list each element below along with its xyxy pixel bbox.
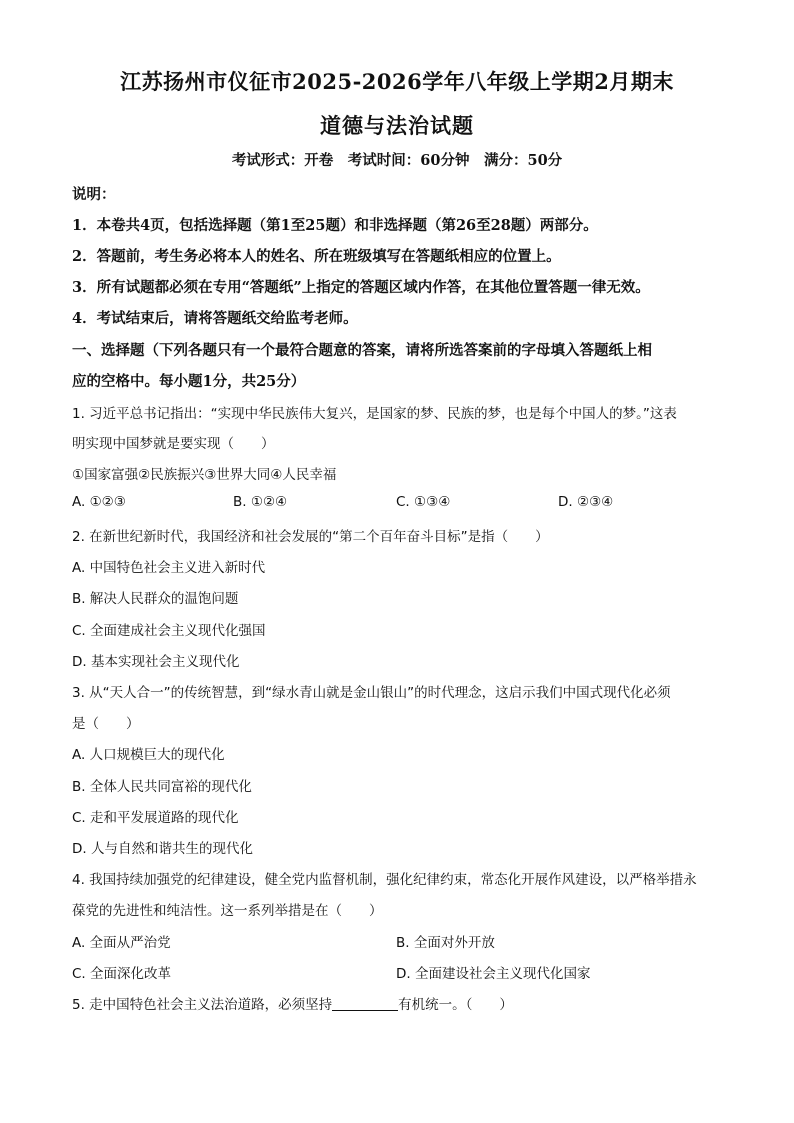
option-b: B. ①②④ [233,494,288,510]
question-1-stem-cont: 明实现中国梦就是要实现（ ） [72,436,275,452]
option-d: D. 人与自然和谐共生的现代化 [72,841,253,857]
exam-subject-title: 道德与法治试题 [320,113,474,138]
option-c: C. ①③④ [396,494,451,510]
option-a: A. 全面从严治党 [72,935,171,951]
exam-title: 江苏扬州市仪征市2025-2026学年八年级上学期2月期末 [120,69,674,94]
exam-info: 考试形式：开卷 考试时间：60分钟 满分：50分 [231,152,563,169]
instruction-item: 3．所有试题都必须在专用“答题纸”上指定的答题区域内作答，在其他位置答题一律无效。 [72,279,650,296]
answer-blank [332,996,398,1011]
option-b: B. 全面对外开放 [396,935,495,951]
question-5-text-cont: 有机统一。（ ） [398,997,513,1013]
question-1-options [72,494,732,516]
option-c: C. 全面深化改革 [72,966,172,982]
instruction-item: 4．考试结束后，请将答题纸交给监考老师。 [72,310,358,327]
option-d: D. 基本实现社会主义现代化 [72,654,240,670]
instruction-item: 1．本卷共4页，包括选择题（第1至25题）和非选择题（第26至28题）两部分。 [72,217,598,234]
instruction-item: 2．答题前，考生务必将本人的姓名、所在班级填写在答题纸相应的位置上。 [72,248,561,265]
option-a: A. 中国特色社会主义进入新时代 [72,560,266,576]
section-heading-cont: 应的空格中。每小题1分，共25分） [72,373,306,390]
option-d: D. ②③④ [558,494,614,510]
question-4-options-row2 [72,962,732,984]
option-c: C. 走和平发展道路的现代化 [72,810,239,826]
question-4-stem: 4. 我国持续加强党的纪律建设，健全党内监督机制，强化纪律约束，常态化开展作风建设，以严格举措永 [72,872,697,888]
question-1-statements: ①国家富强②民族振兴③世界大同④人民幸福 [72,467,337,483]
question-3-stem-cont: 是（ ） [72,716,140,732]
option-a: A. 人口规模巨大的现代化 [72,747,225,763]
option-b: B. 解决人民群众的温饱问题 [72,591,239,607]
question-2-stem: 2. 在新世纪新时代，我国经济和社会发展的“第二个百年奋斗目标”是指（ ） [72,529,549,545]
option-d: D. 全面建设社会主义现代化国家 [396,966,591,982]
question-5-text: 5. 走中国特色社会主义法治道路，必须坚持 [72,997,333,1013]
question-4-stem-cont: 葆党的先进性和纯洁性。这一系列举措是在（ ） [72,903,383,919]
option-b: B. 全体人民共同富裕的现代化 [72,779,252,795]
question-3-stem: 3. 从“天人合一”的传统智慧，到“绿水青山就是金山银山”的时代理念，这启示我们中国式现代化必须 [72,685,671,701]
option-a: A. ①②③ [72,494,126,510]
question-5-stem [72,993,732,1013]
instructions-heading: 说明： [72,186,116,203]
section-heading: 一、选择题（下列各题只有一个最符合题意的答案，请将所选答案前的字母填入答题纸上相 [72,342,652,359]
question-4-options-row1 [72,931,732,953]
option-c: C. 全面建成社会主义现代化强国 [72,623,266,639]
question-1-stem: 1. 习近平总书记指出：“实现中华民族伟大复兴，是国家的梦、民族的梦，也是每个中国人的梦。”这表 [72,406,677,422]
